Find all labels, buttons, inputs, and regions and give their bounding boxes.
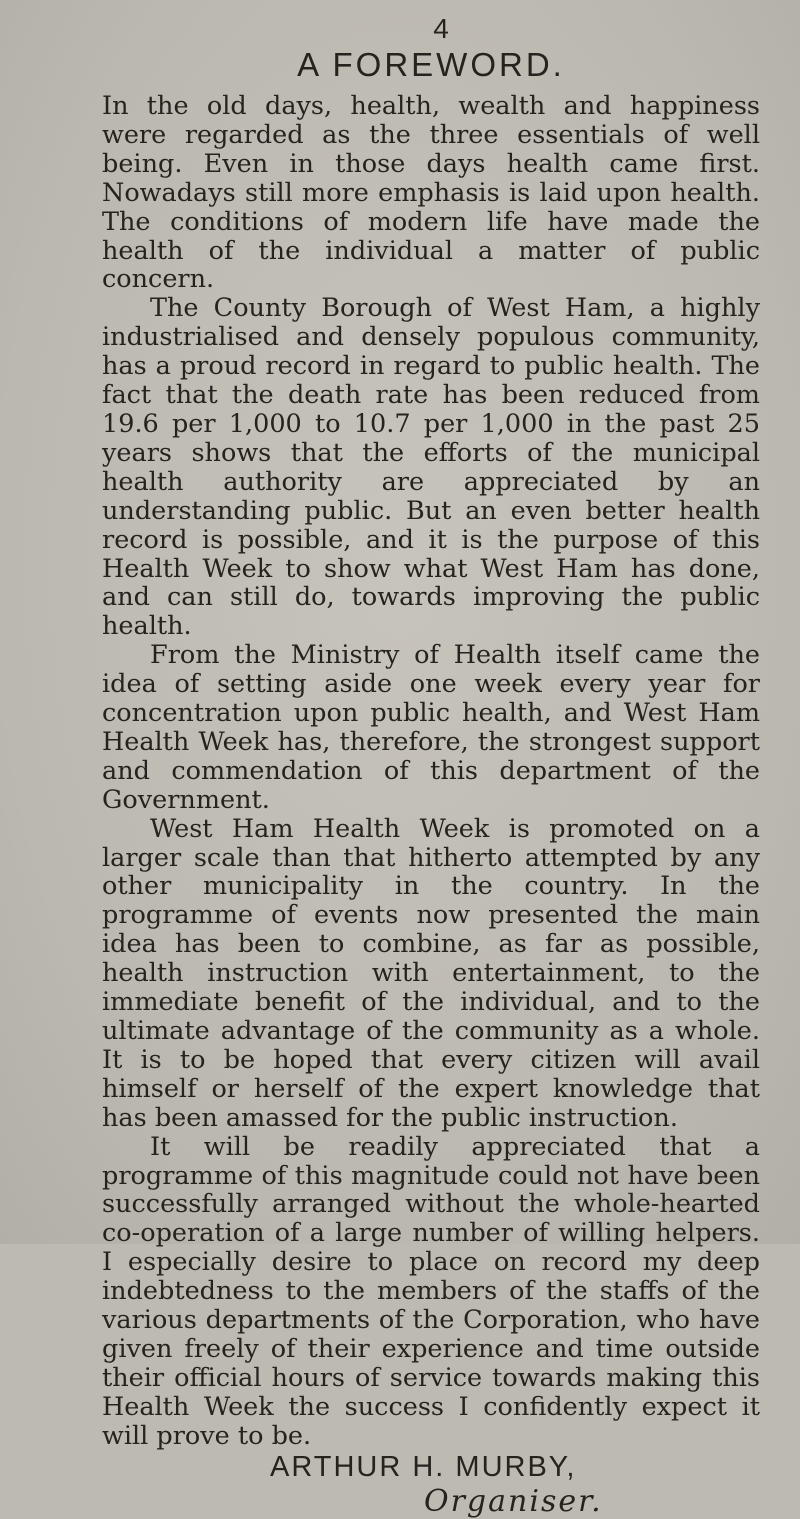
paragraph-2: The County Borough of West Ham, a highly industrialised and densely populous community, has a proud record in regard to public health. The fact that the death rate has been reduced from 19.6 per 1,000 to 10.7 per 1,000 in the past 25 years shows that the efforts of the municipal health authority are appreciated by an understanding public. But an even better health record is possible, and it is the purpose of this Health Week to show what West Ham has done, and can still do, towards improving the public health. [102, 293, 760, 642]
foreword-body [102, 92, 760, 1451]
page-title: A FOREWORD. [297, 46, 565, 83]
page-number: 4 [433, 13, 449, 44]
paragraph-1: In the old days, health, wealth and happiness were regarded as the three essentials of well being. Even in those days health came first. Nowadays still more emphasis is laid upon health. The conditions of modern life have made the health of the individual a matter of public concern. [102, 91, 760, 295]
signature-role: Organiser. [424, 1483, 603, 1519]
signature-name: ARTHUR H. MURBY, [270, 1450, 577, 1483]
paragraph-3: From the Ministry of Health itself came the idea of setting aside one week every year for concentration upon public health, and West Ham Health Week has, therefore, the strongest support and commendation of this department of the Government. [102, 640, 760, 815]
paragraph-4: West Ham Health Week is promoted on a larger scale than that hitherto attempted by any other municipality in the country. In the programme of events now presented the main idea has been to combine, as far as possible, health instruction with entertainment, to the immediate benefit of the individual, and to the ultimate advantage of the community as a whole. It is to be hoped that every citizen will avail himself or herself of the expert knowledge that has been amassed for the public instruction. [102, 813, 760, 1133]
paragraph-5: It will be readily appreciated that a programme of this magnitude could not have been successfully arranged without the whole-hearted co-operation of a large number of willing helpers. I especially desire to place on record my deep indebtedness to the members of the staffs of the various departments of the Corporation, who have given freely of their experience and time outside their official hours of service towards making this Health Week the success I confidently expect it will prove to be. [102, 1131, 760, 1451]
